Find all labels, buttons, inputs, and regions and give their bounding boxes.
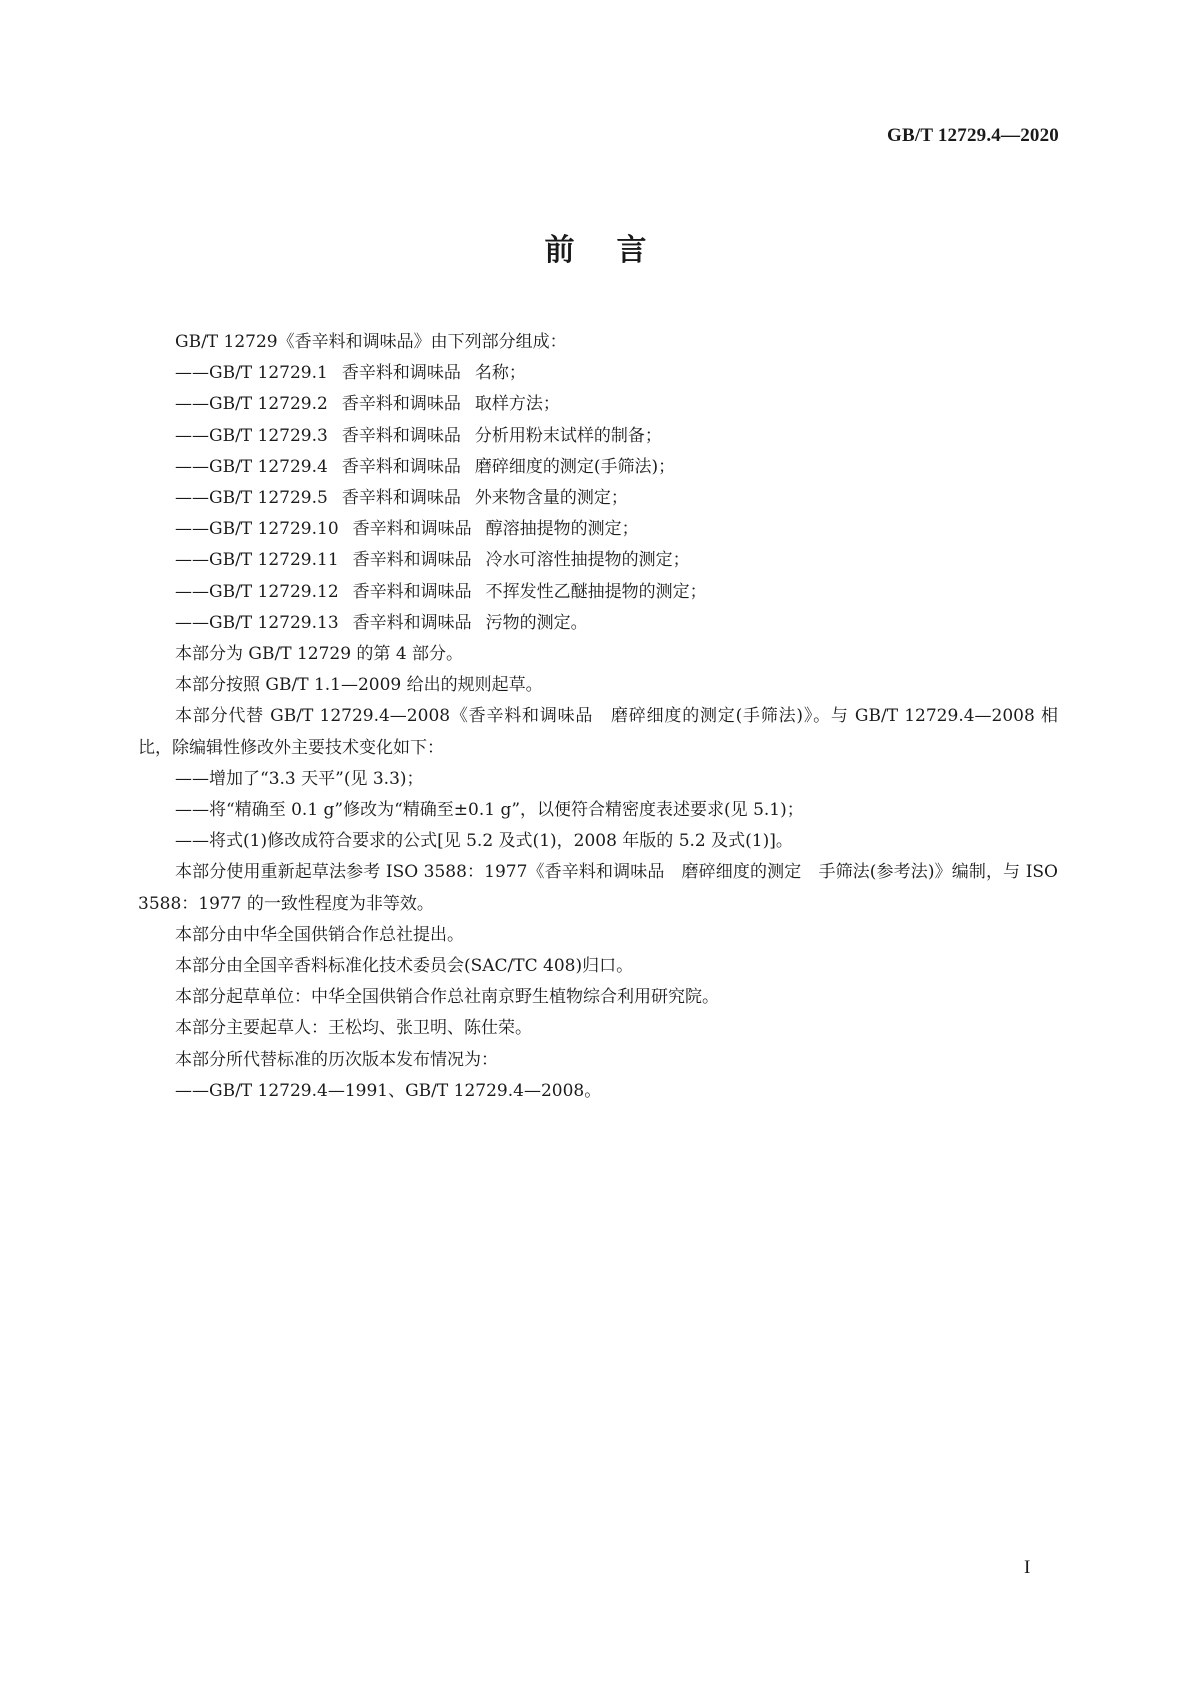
part-name: 香辛料和调味品 <box>352 519 472 540</box>
page-number: I <box>1024 1557 1031 1578</box>
standard-code: GB/T 12729.4—2020 <box>887 125 1059 146</box>
part-number: ——GB/T 12729.12 <box>175 581 339 602</box>
list-item <box>138 577 1058 608</box>
part-name: 香辛料和调味品 <box>341 488 461 509</box>
part-topic: 不挥发性乙醚抽提物的测定； <box>485 581 707 602</box>
part-number: ——GB/T 12729.5 <box>175 488 328 509</box>
changes-list <box>138 764 1058 858</box>
part-statement: 本部分为 GB/T 12729 的第 4 部分。 <box>175 644 464 665</box>
part-name: 香辛料和调味品 <box>341 456 461 477</box>
list-item <box>138 545 1058 576</box>
part-name: 香辛料和调味品 <box>352 581 472 602</box>
part-number: ——GB/T 12729.2 <box>175 394 328 415</box>
parts-list <box>138 358 1058 639</box>
list-item <box>138 483 1058 514</box>
part-name: 香辛料和调味品 <box>341 425 461 446</box>
intro-paragraph: GB/T 12729《香辛料和调味品》由下列部分组成： <box>175 332 567 352</box>
list-item: ——将式(1)修改成符合要求的公式[见 5.2 及式(1)，2008 年版的 5.2 及式(1)]。 <box>175 831 793 852</box>
list-item: ——增加了“3.3 天平”(见 3.3)； <box>175 768 424 789</box>
history-heading: 本部分所代替标准的历次版本发布情况为： <box>175 1049 498 1070</box>
list-item: ——将“精确至 0.1 g”修改为“精确至±0.1 g”，以便符合精密度表述要求(见 5.1)； <box>175 800 804 821</box>
list-item <box>138 608 1058 639</box>
part-name: 香辛料和调味品 <box>341 394 461 415</box>
part-number: ——GB/T 12729.10 <box>175 519 339 540</box>
part-number: ——GB/T 12729.1 <box>175 363 328 384</box>
part-topic: 磨碎细度的测定(手筛法)； <box>474 456 676 477</box>
page-title: 前言 <box>544 233 689 268</box>
part-topic: 醇溶抽提物的测定； <box>485 519 639 540</box>
list-item <box>138 452 1058 483</box>
part-topic: 分析用粉末试样的制备； <box>474 425 662 446</box>
drafters: 本部分主要起草人：王松均、张卫明、陈仕荣。 <box>175 1018 532 1039</box>
part-topic: 外来物含量的测定； <box>474 488 628 509</box>
replacement-statement: 本部分代替 GB/T 12729.4—2008《香辛料和调味品 磨碎细度的测定(手筛法)》。与 GB/T 12729.4—2008 相比，除编辑性修改外主要技术变化如下： <box>138 706 1058 758</box>
part-number: ——GB/T 12729.4 <box>175 456 328 477</box>
part-topic: 取样方法； <box>474 394 560 415</box>
part-name: 香辛料和调味品 <box>341 363 461 384</box>
part-name: 香辛料和调味品 <box>352 550 472 571</box>
technical-committee: 本部分由全国辛香料标准化技术委员会(SAC/TC 408)归口。 <box>175 956 634 977</box>
iso-reference: 本部分使用重新起草法参考 ISO 3588：1977《香辛料和调味品 磨碎细度的测定 手筛法(参考法)》编制，与 ISO 3588：1977 的一致性程度为非等效。 <box>138 862 1058 914</box>
list-item <box>138 514 1058 545</box>
list-item <box>138 421 1058 452</box>
list-item <box>138 358 1058 389</box>
list-item <box>138 389 1058 420</box>
proposed-by: 本部分由中华全国供销合作总社提出。 <box>175 924 464 945</box>
history-list: ——GB/T 12729.4—1991、GB/T 12729.4—2008。 <box>175 1080 602 1101</box>
drafting-rules: 本部分按照 GB/T 1.1—2009 给出的规则起草。 <box>175 675 543 696</box>
drafting-unit: 本部分起草单位：中华全国供销合作总社南京野生植物综合利用研究院。 <box>175 987 719 1008</box>
part-name: 香辛料和调味品 <box>352 612 472 633</box>
part-number: ——GB/T 12729.3 <box>175 425 328 446</box>
part-number: ——GB/T 12729.11 <box>175 550 339 571</box>
part-topic: 冷水可溶性抽提物的测定； <box>485 550 690 571</box>
part-topic: 名称； <box>474 363 526 384</box>
part-number: ——GB/T 12729.13 <box>175 612 339 633</box>
foreword-body <box>138 327 1058 1107</box>
part-topic: 污物的测定。 <box>485 612 588 633</box>
